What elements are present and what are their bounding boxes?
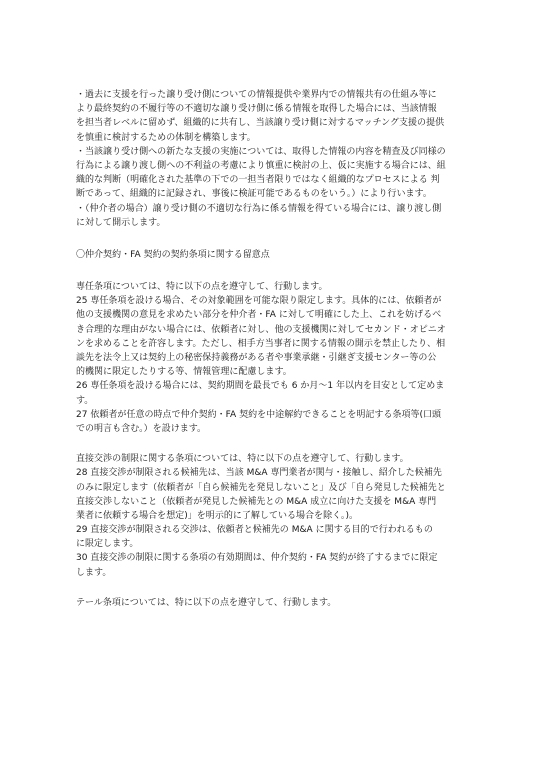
text-line: 織的な判断（明確化された基準の下での一担当者限りではなく組織的なプロセスによる 判 [76, 175, 440, 186]
text-line: に限定します。 [76, 539, 139, 550]
text-line: 専任条項については、特に以下の点を遵守して、行動します。 [76, 282, 328, 293]
paragraph-exclusivity-clause [76, 280, 468, 436]
text-line: 直接交渉の制限に関する条項については、特に以下の点を遵守して、行動します。 [76, 454, 409, 465]
text-line: を慎重に検討するための体制を構築します。 [76, 132, 256, 143]
text-line: に対して開示します。 [76, 217, 166, 228]
text-line: ・過去に支援を行った譲り受け側についての情報提供や業界内での情報共有の仕組み等に [76, 90, 437, 100]
text-line: 25 専任条項を設ける場合、その対象範囲を可能な限り限定します。具体的には、依頼者が [76, 296, 442, 307]
text-line: を担当者レベルに留めず、組織的に共有し、当該譲り受け側に対するマッチング支援の提供 [76, 118, 445, 129]
paragraph-direct-negotiation [76, 452, 468, 580]
text-line: 行為による譲り渡し側への不利益の考慮により慎重に検討の上、仮に実施する場合には、組 [76, 160, 446, 171]
text-line: ンを求めることを許容します。ただし、相手方当事者に関する情報の開示を禁止したり、相 [76, 338, 446, 349]
text-line: での明言も含む。）を設けます。 [76, 423, 207, 434]
paragraph-transferee-info [76, 88, 468, 230]
text-line: ・（仲介者の場合）譲り受け側の不適切な行為に係る情報を得ている場合には、譲り渡し側 [76, 203, 442, 214]
text-line: 業者に依頼する場合を想定)」を明示的に了解している場合を除く。)。 [76, 510, 359, 521]
text-line: き合理的な理由がない場合には、依頼者に対し、他の支援機関に対してセカンド・オピニオ [76, 324, 446, 335]
heading-line: 〇仲介契約・FA 契約の契約条項に関する留意点 [76, 249, 270, 260]
text-line: ・当該譲り受け側への新たな支援の実施については、取得した情報の内容を精査及び同様の [76, 146, 446, 157]
text-line: 的機関に限定したりする等、情報管理に配慮します。 [76, 367, 292, 378]
text-line: 29 直接交渉が制限される交渉は、依頼者と候補先の M&A に関する目的で行われるもの [76, 525, 433, 536]
text-line: より最終契約の不履行等の不適切な譲り受け側に係る情報を取得した場合には、当該情報 [76, 104, 437, 115]
text-line: 26 専任条項を設ける場合には、契約期間を最長でも 6 か月～1 年以内を目安として定めま [76, 381, 445, 392]
paragraph-tail-clause [76, 596, 468, 610]
text-line: 27 依頼者が任意の時点で仲介契約・FA 契約を中途解約できることを明記する条項等(口頭 [76, 409, 442, 420]
section-heading [76, 248, 468, 262]
text-line: テール条項については、特に以下の点を遵守して、行動します。 [76, 597, 337, 608]
text-line: 他の支援機関の意見を求めたい部分を仲介者・FA に対して明確にした上、これを妨げるべ [76, 310, 442, 321]
text-line: のみに限定します（依頼者が「自ら候補先を発見しないこと」及び「自ら発見した候補先と [76, 482, 446, 493]
text-line: 30 直接交渉の制限に関する条項の有効期間は、仲介契約・FA 契約が終了するまでに限定 [76, 553, 438, 564]
text-line: 28 直接交渉が制限される候補先は、当該 M&A 専門業者が関与・接触し、紹介した候補先 [76, 468, 442, 479]
text-line: 断であって、組織的に記録され、事後に検証可能であるものをいう。）により行います。 [76, 189, 432, 200]
document-body [76, 88, 468, 610]
text-line: 直接交渉しないこと（依頼者が発見した候補先との M&A 成立に向けた支援を M&A 専門 [76, 496, 437, 507]
text-line: します。 [76, 567, 112, 578]
text-line: 談先を法令上又は契約上の秘密保持義務がある者や事業承継・引継ぎ支援センター等の公 [76, 353, 437, 363]
text-line: す。 [76, 395, 94, 406]
